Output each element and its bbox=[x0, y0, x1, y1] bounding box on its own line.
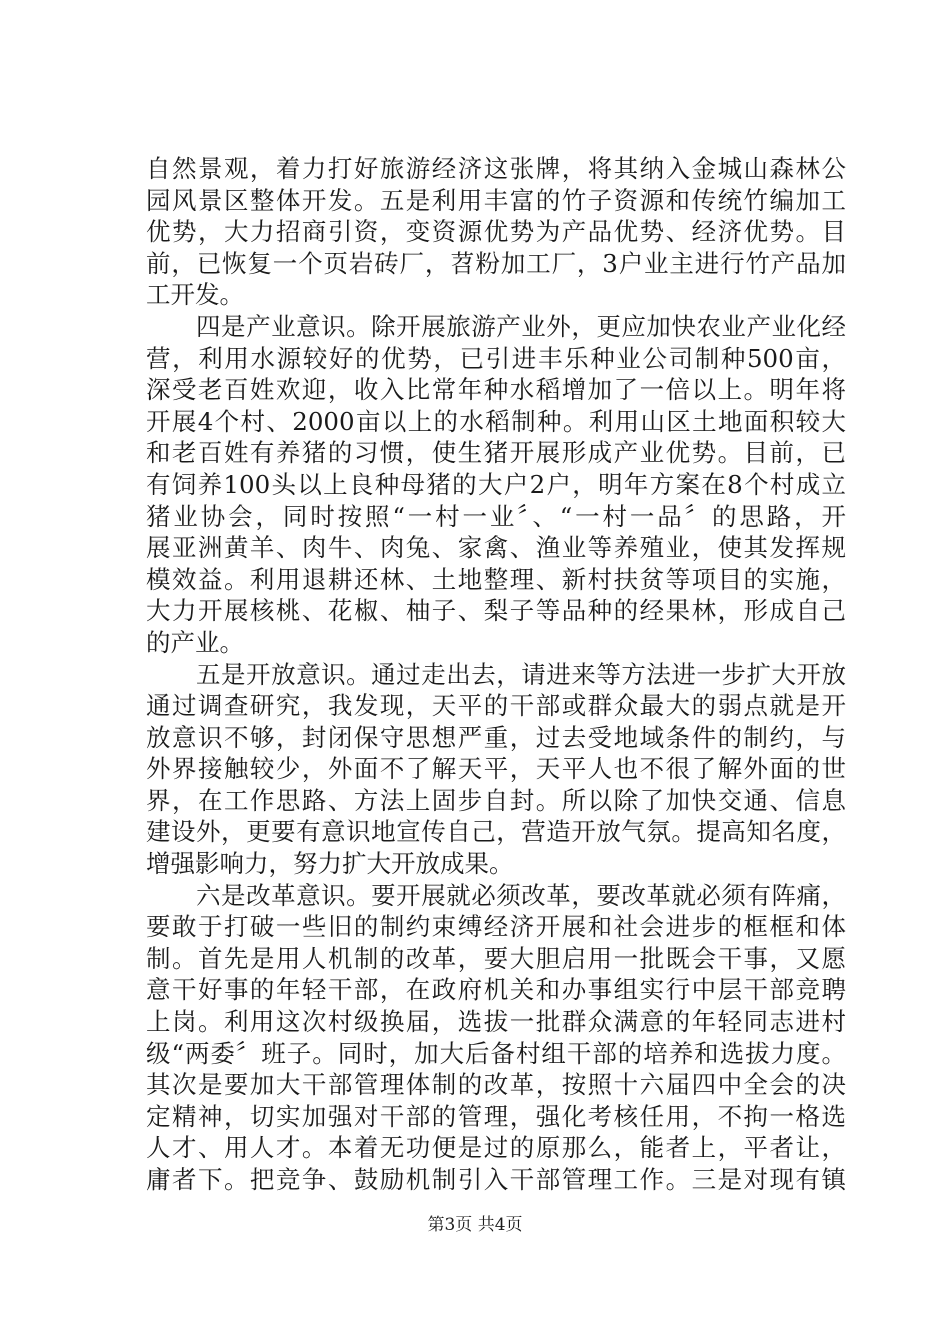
text-line: 定精神，切实加强对干部的管理，强化考核任用，不拘一格选 bbox=[146, 1101, 846, 1131]
text-line: 有饲养100头以上良种母猪的大户2户，明年方案在8个村成立 bbox=[146, 469, 846, 499]
document-body bbox=[146, 153, 846, 1196]
text-line: 营，利用水源较好的优势，已引进丰乐种业公司制种500亩， bbox=[146, 343, 846, 373]
text-line: 其次是要加大干部管理体制的改革，按照十六届四中全会的决 bbox=[146, 1070, 846, 1100]
text-line: 自然景观，着力打好旅游经济这张牌，将其纳入金城山森林公 bbox=[146, 154, 846, 183]
text-line: 六是改革意识。要开展就必须改革，要改革就必须有阵痛， bbox=[146, 880, 846, 910]
text-line: 深受老百姓欢迎，收入比常年种水稻增加了一倍以上。明年将 bbox=[146, 375, 846, 405]
text-line: 和老百姓有养猪的习惯，使生猪开展形成产业优势。目前，已 bbox=[146, 438, 846, 468]
text-line: 增强影响力，努力扩大开放成果。 bbox=[146, 849, 514, 879]
page-number-footer: 第3页 共4页 bbox=[427, 1215, 523, 1235]
text-line: 外界接触较少，外面不了解天平，天平人也不很了解外面的世 bbox=[146, 754, 846, 784]
text-line: 四是产业意识。除开展旅游产业外，更应加快农业产业化经 bbox=[146, 311, 846, 341]
text-line: 通过调查研究，我发现，天平的干部或群众最大的弱点就是开 bbox=[146, 691, 846, 721]
text-line: 展亚洲黄羊、肉牛、肉兔、家禽、渔业等养殖业，使其发挥规 bbox=[146, 533, 846, 563]
text-line: 界，在工作思路、方法上固步自封。所以除了加快交通、信息 bbox=[146, 785, 846, 815]
text-line: 前，已恢复一个页岩砖厂，苕粉加工厂，3户业主进行竹产品加 bbox=[146, 248, 846, 278]
text-line: 放意识不够，封闭保守思想严重，过去受地域条件的制约，与 bbox=[146, 722, 846, 752]
text-line: 模效益。利用退耕还林、土地整理、新村扶贫等项目的实施， bbox=[146, 564, 846, 594]
text-line: 工开发。 bbox=[146, 280, 244, 310]
text-line: 制。首先是用人机制的改革，要大胆启用一批既会干事，又愿 bbox=[146, 943, 846, 973]
text-line: 猪业协会，同时按照“一村一业〞、“一村一品〞的思路，开 bbox=[146, 501, 846, 531]
text-line: 建设外，更要有意识地宣传自己，营造开放气氛。提高知名度， bbox=[146, 817, 846, 847]
text-line: 优势，大力招商引资，变资源优势为产品优势、经济优势。目 bbox=[146, 217, 846, 247]
text-line: 大力开展核桃、花椒、柚子、梨子等品种的经果林，形成自己 bbox=[146, 596, 846, 626]
text-line: 上岗。利用这次村级换届，选拔一批群众满意的年轻同志进村 bbox=[146, 1007, 846, 1037]
text-line: 的产业。 bbox=[146, 627, 244, 657]
text-line: 五是开放意识。通过走出去，请进来等方法进一步扩大开放 bbox=[146, 659, 846, 689]
text-line: 人才、用人才。本着无功便是过的原那么，能者上，平者让， bbox=[146, 1133, 846, 1163]
text-line: 园风景区整体开发。五是利用丰富的竹子资源和传统竹编加工 bbox=[146, 185, 846, 215]
text-line: 庸者下。把竞争、鼓励机制引入干部管理工作。三是对现有镇 bbox=[146, 1165, 846, 1194]
text-line: 意干好事的年轻干部，在政府机关和办事组实行中层干部竞聘 bbox=[146, 975, 846, 1005]
text-line: 级“两委〞班子。同时，加大后备村组干部的培养和选拔力度。 bbox=[146, 1038, 846, 1068]
text-line: 开展4个村、2000亩以上的水稻制种。利用山区土地面积较大 bbox=[146, 406, 846, 436]
text-line: 要敢于打破一些旧的制约束缚经济开展和社会进步的框框和体 bbox=[146, 912, 846, 942]
